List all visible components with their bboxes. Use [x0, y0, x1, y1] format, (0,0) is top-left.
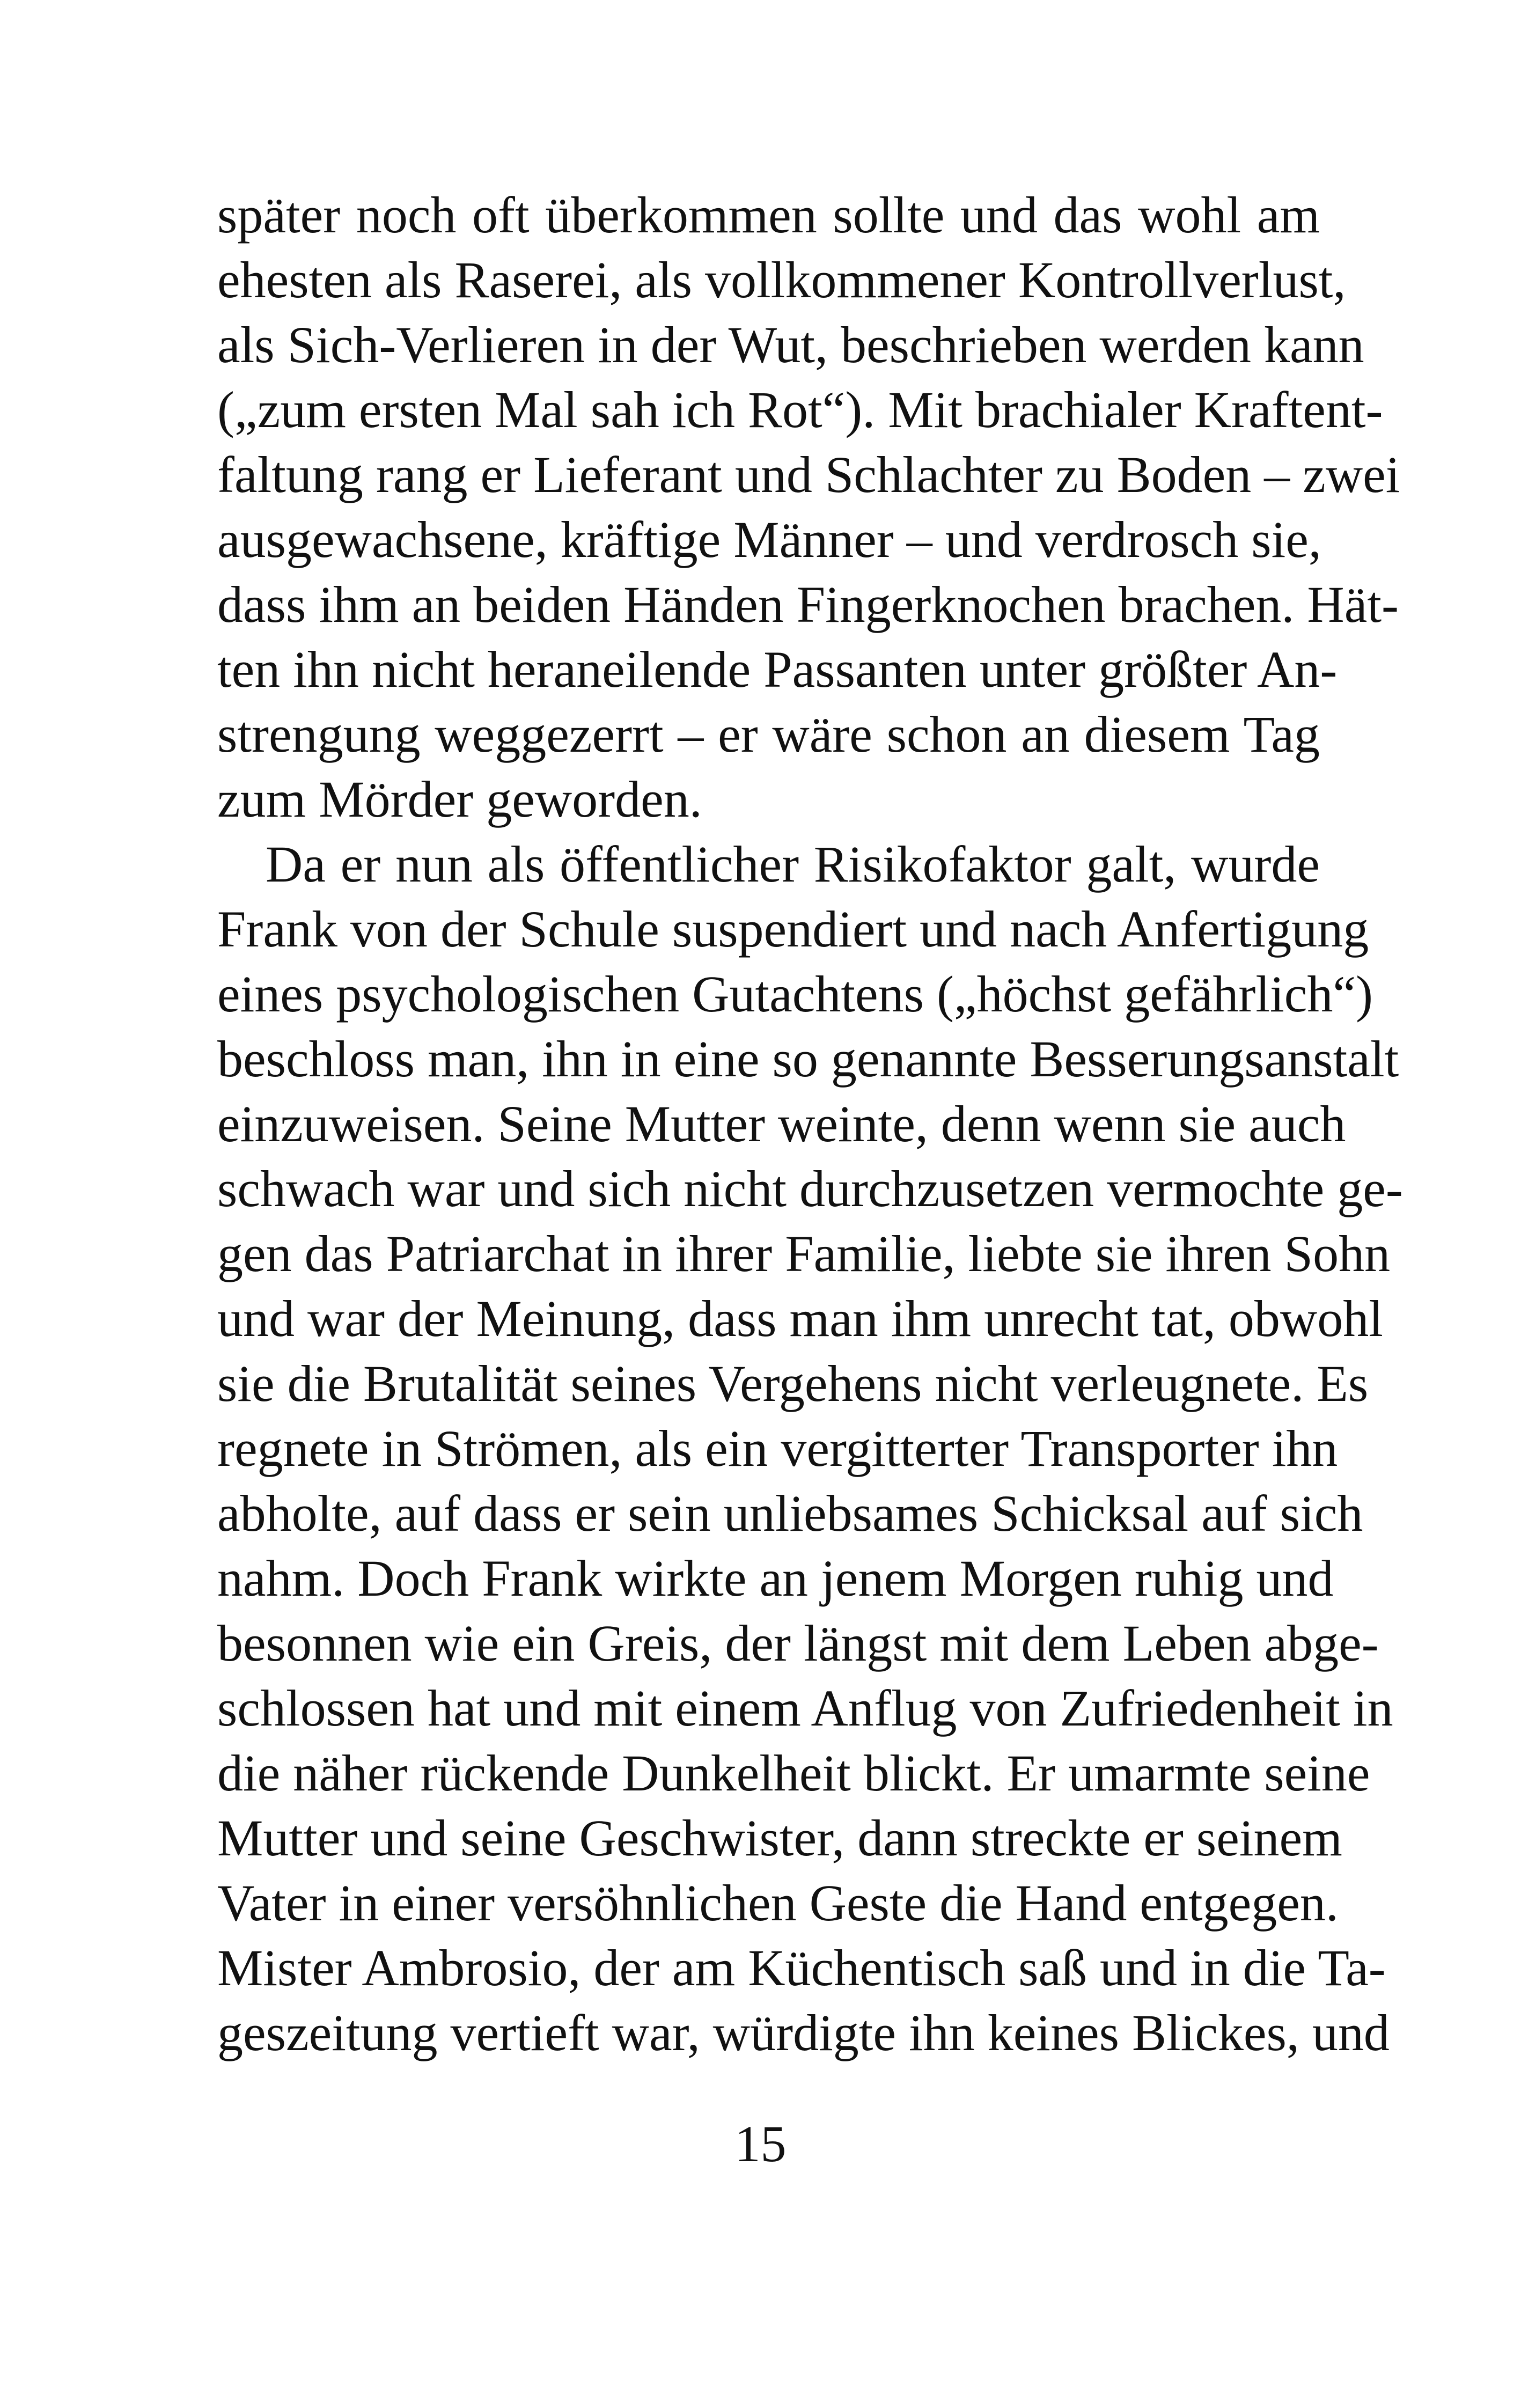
text-line: strengung weggezerrt – er wäre schon an diesem Tag — [217, 706, 1320, 763]
text-line: faltung rang er Lieferant und Schlachter zu Boden – zwei — [217, 446, 1400, 503]
text-line: später noch oft überkommen sollte und das wohl am — [217, 186, 1320, 244]
text-line: geszeitung vertieft war, würdigte ihn keines Blickes, und — [217, 2004, 1390, 2061]
text-line: nahm. Doch Frank wirkte an jenem Morgen ruhig und — [217, 1550, 1334, 1607]
text-line: als Sich-Verlieren in der Wut, beschrieben werden kann — [217, 316, 1364, 373]
text-line: zum Mörder geworden. — [217, 770, 702, 828]
text-line: sie die Brutalität seines Vergehens nicht verleugnete. Es — [217, 1355, 1369, 1412]
page-number: 15 — [734, 2115, 787, 2172]
text-line: Vater in einer versöhnlichen Geste die Hand entgegen. — [217, 1874, 1339, 1932]
text-line: beschloss man, ihn in eine so genannte Besserungsanstalt — [217, 1030, 1399, 1088]
text-line: ehesten als Raserei, als vollkommener Kontrollverlust, — [217, 251, 1346, 309]
text-line: schlossen hat und mit einem Anflug von Zufriedenheit in — [217, 1679, 1393, 1737]
text-line: abholte, auf dass er sein unliebsames Schicksal auf sich — [217, 1485, 1363, 1542]
text-line: ten ihn nicht heraneilende Passanten unter größter An- — [217, 641, 1338, 698]
text-line: eines psychologischen Gutachtens („höchst gefährlich“) — [217, 965, 1373, 1023]
text-line: regnete in Strömen, als ein vergitterter Transporter ihn — [217, 1420, 1338, 1477]
text-line: („zum ersten Mal sah ich Rot“). Mit brachialer Kraftent- — [217, 381, 1383, 438]
text-line: dass ihm an beiden Händen Fingerknochen brachen. Hät- — [217, 576, 1399, 633]
text-line: die näher rückende Dunkelheit blickt. Er umarmte seine — [217, 1744, 1370, 1802]
text-line: Da er nun als öffentlicher Risikofaktor galt, wurde — [266, 835, 1320, 893]
body-text — [217, 182, 1403, 2065]
text-line: ausgewachsene, kräftige Männer – und verdrosch sie, — [217, 511, 1321, 568]
text-line: Frank von der Schule suspendiert und nach Anfertigung — [217, 900, 1369, 958]
text-line: Mutter und seine Geschwister, dann streckte er seinem — [217, 1809, 1342, 1867]
text-line: einzuweisen. Seine Mutter weinte, denn wenn sie auch — [217, 1095, 1346, 1152]
text-line: Mister Ambrosio, der am Küchentisch saß und in die Ta- — [217, 1939, 1386, 1996]
text-line: schwach war und sich nicht durchzusetzen vermochte ge- — [217, 1160, 1403, 1217]
text-line: gen das Patriarchat in ihrer Familie, liebte sie ihren Sohn — [217, 1225, 1391, 1282]
text-line: besonnen wie ein Greis, der längst mit dem Leben abge- — [217, 1614, 1379, 1672]
text-line: und war der Meinung, dass man ihm unrecht tat, obwohl — [217, 1290, 1383, 1347]
